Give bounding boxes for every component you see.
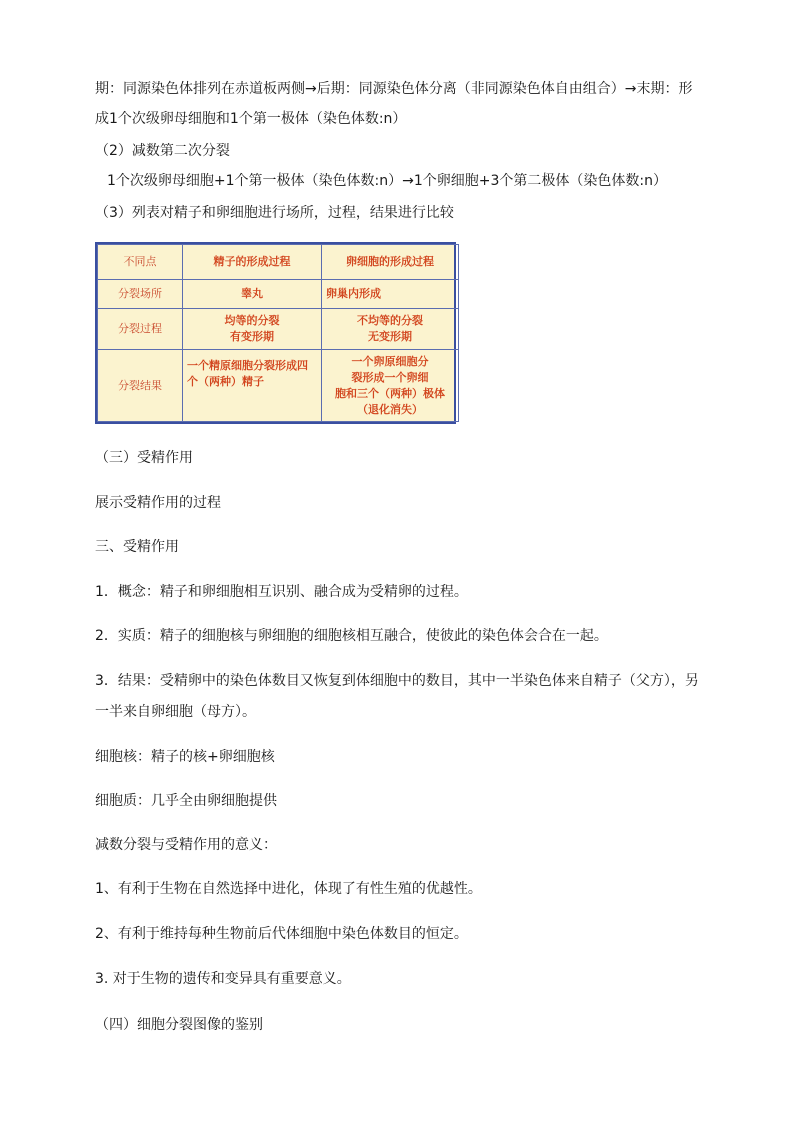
heading-significance: 减数分裂与受精作用的意义： <box>95 837 277 853</box>
paragraph-concept: 1．概念：精子和卵细胞相互识别、融合成为受精卵的过程。 <box>95 584 468 600</box>
paragraph-show-process: 展示受精作用的过程 <box>95 495 221 511</box>
egg-result-line: 裂形成一个卵细 <box>351 370 429 384</box>
sperm-process <box>183 309 322 350</box>
header-egg: 卵细胞的形成过程 <box>322 245 459 280</box>
sperm-result-line: 个（两种）精子 <box>187 375 264 388</box>
sperm-location: 睾丸 <box>183 280 322 309</box>
header-sperm: 精子的形成过程 <box>183 245 322 280</box>
sperm-result-line: 一个精原细胞分裂形成四 <box>187 359 308 372</box>
paragraph-result-line1: 3．结果：受精卵中的染色体数目又恢复到体细胞中的数目，其中一半染色体来自精子（父方），另 <box>95 673 699 689</box>
row-result-label: 分裂结果 <box>98 350 183 422</box>
header-difference: 不同点 <box>98 245 183 280</box>
row-location-label: 分裂场所 <box>98 280 183 309</box>
heading-cell-division-images: （四）细胞分裂图像的鉴别 <box>95 1017 263 1033</box>
paragraph-essence: 2．实质：精子的细胞核与卵细胞的细胞核相互融合，使彼此的染色体会合在一起。 <box>95 628 608 644</box>
paragraph-meiosis2-result: 1个次级卵母细胞+1个第一极体（染色体数:n）→1个卵细胞+3个第二极体（染色体数:n） <box>107 173 667 189</box>
significance-item-3: 3. 对于生物的遗传和变异具有重要意义。 <box>95 971 351 987</box>
significance-item-2: 2、有利于维持每种生物前后代体细胞中染色体数目的恒定。 <box>95 926 468 942</box>
paragraph-meiosis1-phases: 期：同源染色体排列在赤道板两侧→后期：同源染色体分离（非同源染色体自由组合）→末期：形 <box>95 81 693 97</box>
sperm-result <box>183 350 322 422</box>
sperm-process-line: 有变形期 <box>230 330 274 343</box>
egg-process <box>322 309 459 350</box>
heading-comparison: （3）列表对精子和卵细胞进行场所，过程，结果进行比较 <box>95 205 454 221</box>
comparison-table <box>95 242 456 424</box>
paragraph-result-line2: 一半来自卵细胞（母方）。 <box>95 704 256 720</box>
heading-meiosis2: （2）减数第二次分裂 <box>95 143 230 159</box>
egg-process-line: 无变形期 <box>368 330 412 343</box>
egg-result <box>322 350 459 422</box>
paragraph-meiosis1-result: 成1个次级卵母细胞和1个第一极体（染色体数:n） <box>95 111 407 127</box>
significance-item-1: 1、有利于生物在自然选择中进化，体现了有性生殖的优越性。 <box>95 881 482 897</box>
egg-result-line: 胞和三个（两种）极体 <box>335 386 445 400</box>
egg-result-line: 一个卵原细胞分 <box>351 354 429 368</box>
egg-location: 卵巢内形成 <box>322 280 459 309</box>
egg-process-line: 不均等的分裂 <box>357 314 423 327</box>
sperm-process-line: 均等的分裂 <box>224 314 280 327</box>
paragraph-cytoplasm: 细胞质：几乎全由卵细胞提供 <box>95 793 277 809</box>
paragraph-nucleus: 细胞核：精子的核+卵细胞核 <box>95 749 275 765</box>
row-process-label: 分裂过程 <box>98 309 183 350</box>
heading-fertilization-section: （三）受精作用 <box>95 450 193 466</box>
egg-result-line: （退化消失） <box>357 402 423 416</box>
heading-fertilization: 三、受精作用 <box>95 539 179 555</box>
